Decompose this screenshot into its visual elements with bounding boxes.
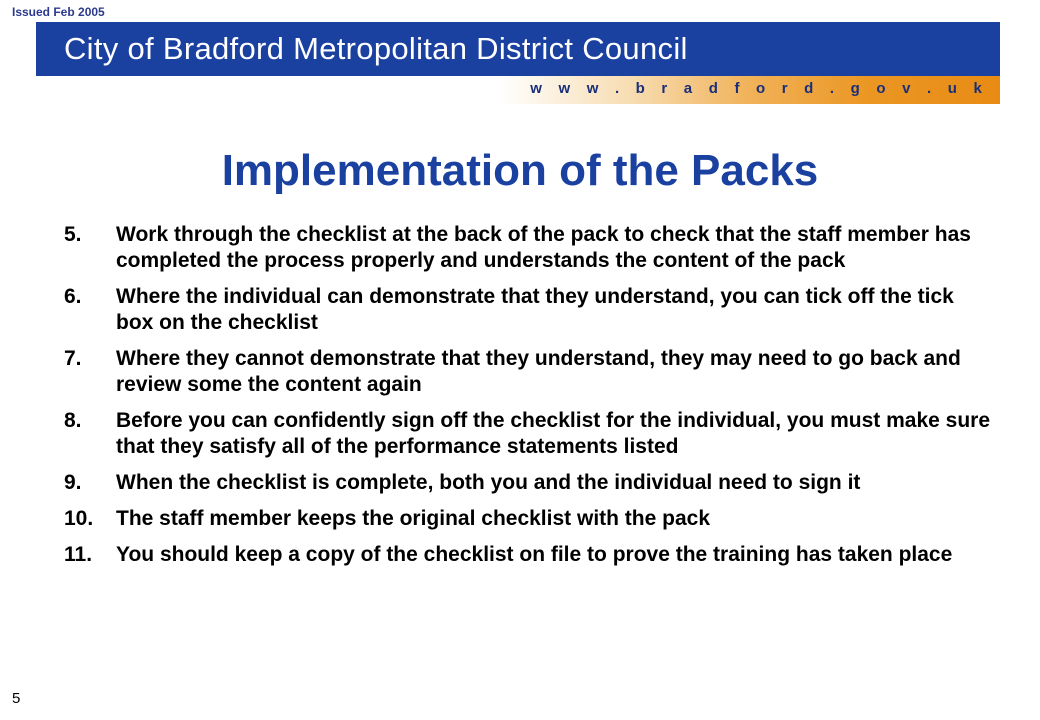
issue-date: Issued Feb 2005 — [12, 5, 105, 19]
list-item-text: When the checklist is complete, both you and the individual need to sign it — [116, 471, 861, 494]
list-item — [64, 408, 994, 460]
list-item — [64, 542, 994, 568]
list-item — [64, 346, 994, 398]
council-banner — [36, 22, 1000, 76]
list-item — [64, 506, 994, 532]
website-url: w w w . b r a d f o r d . g o v . u k — [530, 80, 988, 97]
slide-title: Implementation of the Packs — [221, 146, 819, 195]
page-number: 5 — [12, 690, 21, 707]
list-item-number: 7. — [64, 347, 82, 370]
council-name: City of Bradford Metropolitan District Council — [64, 31, 688, 66]
list-item-text: Where they cannot demonstrate that they understand, they may need to go back and review some the content again — [116, 347, 961, 396]
list-item-number: 8. — [64, 409, 82, 432]
list-item-number: 9. — [64, 471, 82, 494]
list-item-number: 11. — [64, 543, 93, 566]
list-item-number: 6. — [64, 285, 82, 308]
list-item-text: Before you can confidently sign off the checklist for the individual, you must make sure that they satisfy all of the performance statements listed — [116, 409, 991, 458]
list-item — [64, 222, 994, 274]
list-item-text: Where the individual can demonstrate that they understand, you can tick off the tick box on the checklist — [116, 285, 954, 334]
list-item-text: Work through the checklist at the back of the pack to check that the staff member has completed the process properly and understands the content of the pack — [116, 223, 971, 272]
list-item-number: 10. — [64, 507, 94, 530]
list-item-number: 5. — [64, 223, 82, 246]
list-item-text: The staff member keeps the original checklist with the pack — [116, 507, 711, 530]
list-item — [64, 470, 994, 496]
list-item — [64, 284, 994, 336]
numbered-list — [64, 222, 994, 578]
website-bar — [36, 76, 1000, 104]
list-item-text: You should keep a copy of the checklist on file to prove the training has taken place — [116, 543, 953, 566]
